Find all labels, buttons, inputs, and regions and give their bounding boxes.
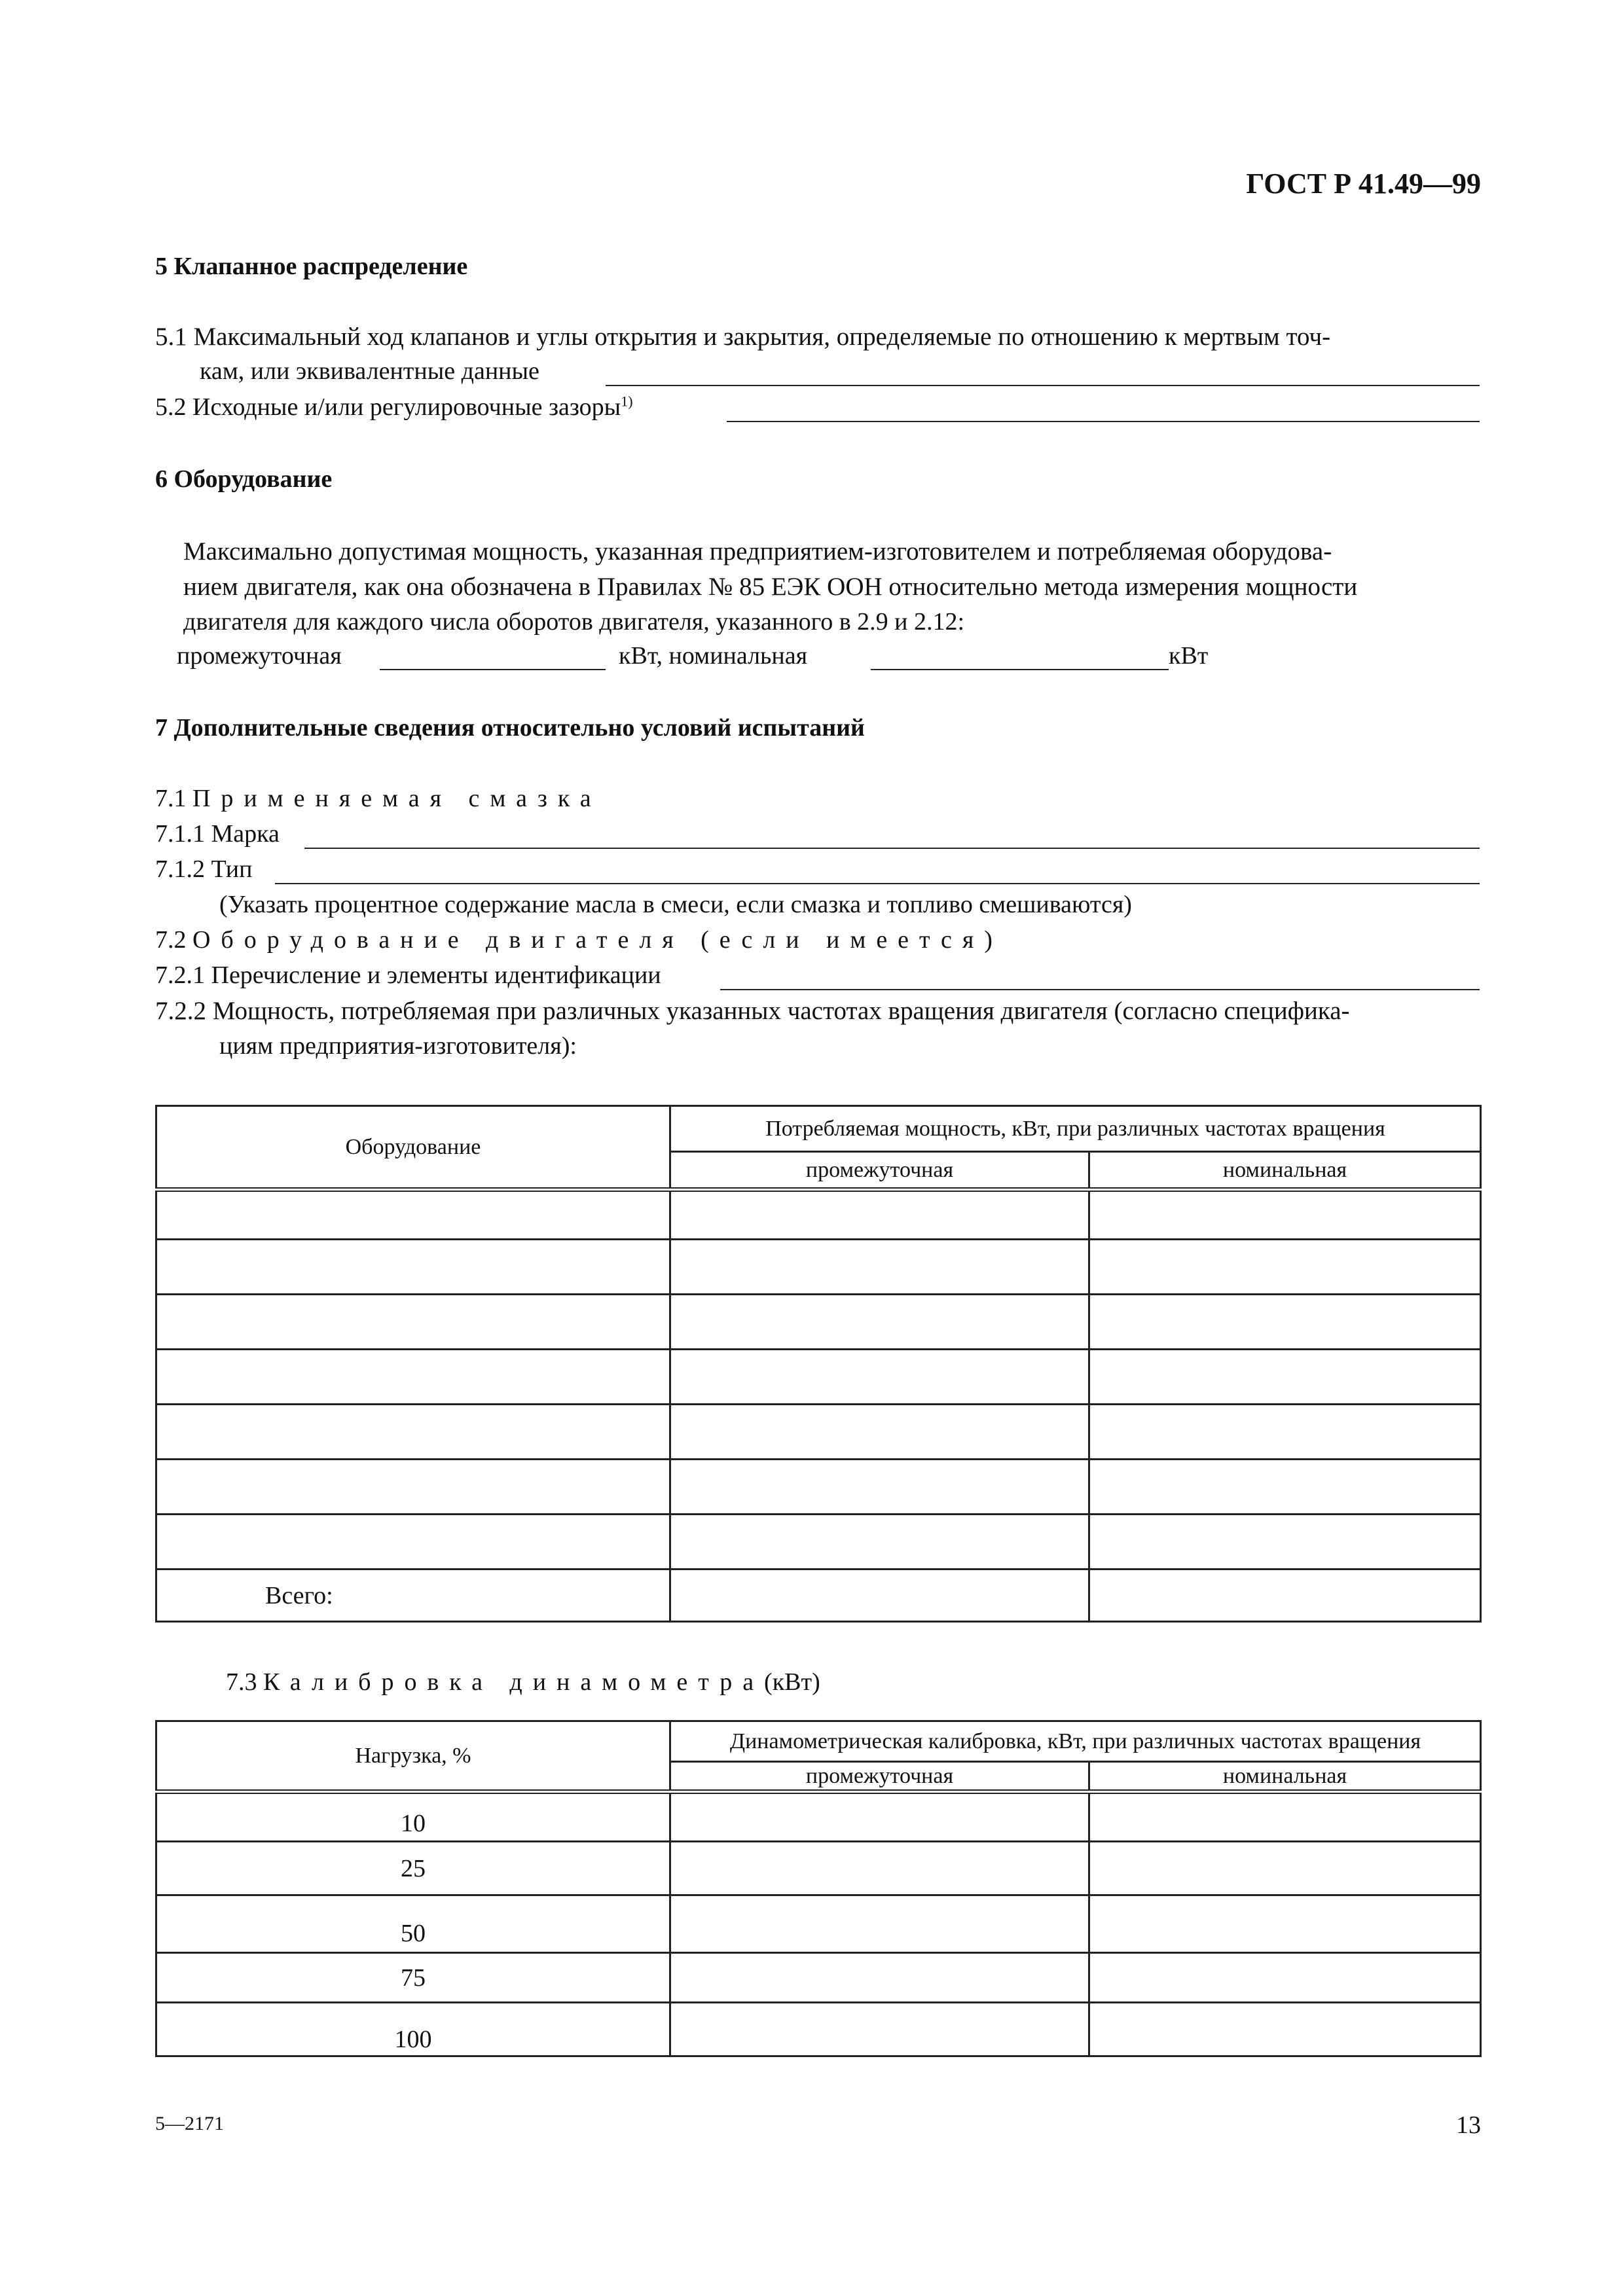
footer-code: 5—2171 bbox=[155, 2113, 224, 2134]
table-row bbox=[156, 1350, 1481, 1405]
equipment-cell[interactable] bbox=[156, 1295, 670, 1350]
nominal-cell[interactable] bbox=[1089, 1842, 1481, 1895]
item-7-1-2-blank[interactable] bbox=[275, 883, 1480, 884]
equipment-cell[interactable] bbox=[156, 1405, 670, 1460]
equipment-cell[interactable] bbox=[156, 1350, 670, 1405]
intermediate-label: промежуточная bbox=[177, 642, 342, 670]
intermediate-cell[interactable] bbox=[670, 1240, 1089, 1295]
intermediate-cell[interactable] bbox=[670, 1350, 1089, 1405]
col-equipment-header: Оборудование bbox=[156, 1106, 670, 1190]
total-intermediate-cell[interactable] bbox=[670, 1570, 1089, 1622]
intermediate-blank[interactable] bbox=[380, 669, 606, 670]
intermediate-cell[interactable] bbox=[670, 1792, 1089, 1842]
intermediate-cell[interactable] bbox=[670, 1405, 1089, 1460]
item-7-3-unit: (кВт) bbox=[764, 1668, 820, 1696]
table-row bbox=[156, 1240, 1481, 1295]
sub-nominal-header: номинальная bbox=[1089, 1762, 1481, 1792]
item-5-2 bbox=[155, 393, 633, 422]
nominal-cell[interactable] bbox=[1089, 2003, 1481, 2056]
section-6-para-line3: двигателя для каждого числа оборотов двигателя, указанного в 2.9 и 2.12: bbox=[183, 608, 965, 636]
intermediate-cell[interactable] bbox=[670, 2003, 1089, 2056]
intermediate-cell[interactable] bbox=[670, 1842, 1089, 1895]
section-5-title: 5 Клапанное распределение bbox=[155, 253, 468, 280]
sub-intermediate-header: промежуточная bbox=[670, 1762, 1089, 1792]
equipment-power-table bbox=[155, 1105, 1482, 1623]
intermediate-cell[interactable] bbox=[670, 1515, 1089, 1570]
load-value: 75 bbox=[156, 1953, 670, 2003]
item-5-2-blank[interactable] bbox=[727, 421, 1480, 422]
item-5-2-footnote: 1) bbox=[621, 393, 633, 410]
nominal-cell[interactable] bbox=[1089, 1405, 1481, 1460]
dynamometer-calibration-table bbox=[155, 1720, 1482, 2057]
sub-nominal-header: номинальная bbox=[1089, 1152, 1481, 1190]
intermediate-cell[interactable] bbox=[670, 1460, 1089, 1515]
nominal-cell[interactable] bbox=[1089, 1460, 1481, 1515]
item-7-1-text: Применяемая смазка bbox=[192, 785, 602, 812]
equipment-cell[interactable] bbox=[156, 1190, 670, 1240]
total-nominal-cell[interactable] bbox=[1089, 1570, 1481, 1622]
table-row bbox=[156, 1190, 1481, 1240]
table-row bbox=[156, 1895, 1481, 1953]
intermediate-cell[interactable] bbox=[670, 1295, 1089, 1350]
table-row bbox=[156, 2003, 1481, 2056]
col-load-header: Нагрузка, % bbox=[156, 1721, 670, 1792]
section-7-title: 7 Дополнительные сведения относительно условий испытаний bbox=[155, 714, 865, 742]
col-calibration-header: Динамометрическая калибровка, кВт, при различных частотах вращения bbox=[670, 1721, 1481, 1762]
table-row bbox=[156, 1792, 1481, 1842]
item-7-1-1-blank[interactable] bbox=[304, 848, 1480, 849]
item-7-1 bbox=[155, 784, 602, 813]
table-row bbox=[156, 1405, 1481, 1460]
table-row bbox=[156, 1515, 1481, 1570]
nominal-cell[interactable] bbox=[1089, 1240, 1481, 1295]
item-7-3-text: Калибровка динамометра bbox=[263, 1668, 765, 1696]
document-code: ГОСТ Р 41.49—99 bbox=[1246, 168, 1481, 200]
table-row bbox=[156, 1460, 1481, 1515]
load-value: 10 bbox=[156, 1792, 670, 1842]
item-5-1-blank[interactable] bbox=[606, 385, 1480, 386]
col-power-header: Потребляемая мощность, кВт, при различных частотах вращения bbox=[670, 1106, 1481, 1152]
unit-kw-nominal-label: кВт, номинальная bbox=[619, 642, 808, 670]
item-7-2-1: 7.2.1 Перечисление и элементы идентификации bbox=[155, 961, 661, 989]
nominal-cell[interactable] bbox=[1089, 1953, 1481, 2003]
intermediate-cell[interactable] bbox=[670, 1895, 1089, 1953]
nominal-cell[interactable] bbox=[1089, 1515, 1481, 1570]
total-row bbox=[156, 1570, 1481, 1622]
section-6-para-line2: нием двигателя, как она обозначена в Правилах № 85 ЕЭК ООН относительно метода измерения мощности bbox=[183, 573, 1358, 601]
item-7-2-1-blank[interactable] bbox=[720, 989, 1480, 990]
table-row bbox=[156, 1295, 1481, 1350]
equipment-cell[interactable] bbox=[156, 1240, 670, 1295]
intermediate-cell[interactable] bbox=[670, 1953, 1089, 2003]
nominal-cell[interactable] bbox=[1089, 1350, 1481, 1405]
nominal-cell[interactable] bbox=[1089, 1792, 1481, 1842]
item-5-1-line1: 5.1 Максимальный ход клапанов и углы открытия и закрытия, определяемые по отношению к мертвым точ- bbox=[155, 323, 1331, 351]
unit-kw-label: кВт bbox=[1169, 642, 1209, 670]
nominal-cell[interactable] bbox=[1089, 1295, 1481, 1350]
item-7-2-number: 7.2 bbox=[155, 926, 187, 954]
sub-intermediate-header: промежуточная bbox=[670, 1152, 1089, 1190]
table-row bbox=[156, 1953, 1481, 2003]
nominal-cell[interactable] bbox=[1089, 1190, 1481, 1240]
equipment-cell[interactable] bbox=[156, 1460, 670, 1515]
page-number: 13 bbox=[1456, 2111, 1481, 2139]
nominal-blank[interactable] bbox=[871, 669, 1169, 670]
item-7-3 bbox=[226, 1668, 820, 1696]
item-7-1-2-note: (Указать процентное содержание масла в смеси, если смазка и топливо смешиваются) bbox=[219, 891, 1132, 918]
load-value: 100 bbox=[156, 2003, 670, 2056]
total-label: Всего: bbox=[156, 1570, 670, 1622]
intermediate-cell[interactable] bbox=[670, 1190, 1089, 1240]
item-7-1-1: 7.1.1 Марка bbox=[155, 820, 280, 848]
nominal-cell[interactable] bbox=[1089, 1895, 1481, 1953]
item-7-1-2: 7.1.2 Тип bbox=[155, 855, 253, 883]
item-7-2-text: Оборудование двигателя (если имеется) bbox=[192, 926, 1003, 954]
item-7-2 bbox=[155, 925, 1003, 954]
item-7-2-2-line2: циям предприятия-изготовителя): bbox=[219, 1032, 577, 1060]
section-6-title: 6 Оборудование bbox=[155, 465, 333, 493]
equipment-cell[interactable] bbox=[156, 1515, 670, 1570]
item-7-3-number: 7.3 bbox=[226, 1668, 257, 1696]
section-6-para-line1: Максимально допустимая мощность, указанная предприятием-изготовителем и потребляемая оборудова- bbox=[183, 537, 1332, 565]
item-5-2-text: 5.2 Исходные и/или регулировочные зазоры bbox=[155, 393, 621, 421]
table-row bbox=[156, 1842, 1481, 1895]
load-value: 50 bbox=[156, 1895, 670, 1953]
item-7-1-number: 7.1 bbox=[155, 785, 187, 812]
load-value: 25 bbox=[156, 1842, 670, 1895]
item-7-2-2-line1: 7.2.2 Мощность, потребляемая при различных указанных частотах вращения двигателя (согласно специфика- bbox=[155, 997, 1350, 1025]
item-5-1-line2: кам, или эквивалентные данные bbox=[200, 357, 539, 385]
